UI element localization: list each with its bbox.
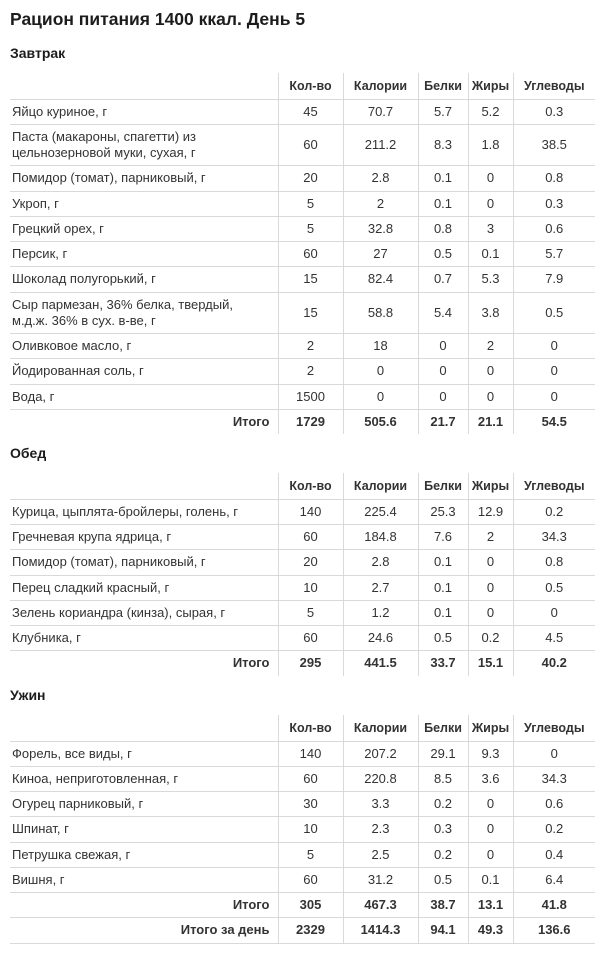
food-row bbox=[10, 99, 595, 124]
page-title: Рацион питания 1400 ккал. День 5 bbox=[10, 9, 306, 29]
nutrient-value-cell: 5 bbox=[278, 216, 343, 241]
total-value-cell: 21.7 bbox=[418, 409, 468, 434]
nutrient-value-cell: 0.5 bbox=[418, 242, 468, 267]
total-value-cell: 1414.3 bbox=[343, 918, 418, 943]
nutrient-value-cell: 2 bbox=[468, 334, 513, 359]
nutrient-value-cell: 45 bbox=[278, 99, 343, 124]
nutrient-value-cell: 5.7 bbox=[418, 99, 468, 124]
column-header: Кол-во bbox=[278, 73, 343, 100]
nutrient-value-cell: 5 bbox=[278, 191, 343, 216]
nutrient-value-cell: 0.1 bbox=[418, 191, 468, 216]
nutrient-value-cell: 0 bbox=[418, 384, 468, 409]
column-header: Жиры bbox=[468, 473, 513, 500]
nutrient-value-cell: 32.8 bbox=[343, 216, 418, 241]
nutrient-value-cell: 2 bbox=[343, 191, 418, 216]
nutrient-value-cell: 0 bbox=[513, 600, 595, 625]
nutrient-value-cell: 29.1 bbox=[418, 741, 468, 766]
nutrient-value-cell: 0 bbox=[468, 191, 513, 216]
nutrient-value-cell: 25.3 bbox=[418, 499, 468, 524]
meal-section bbox=[10, 445, 593, 676]
food-row bbox=[10, 499, 595, 524]
nutrient-value-cell: 8.5 bbox=[418, 766, 468, 791]
food-row bbox=[10, 550, 595, 575]
nutrient-value-cell: 1.2 bbox=[343, 600, 418, 625]
nutrient-value-cell: 0 bbox=[468, 359, 513, 384]
column-header: Углеводы bbox=[513, 715, 595, 742]
food-row bbox=[10, 384, 595, 409]
food-row bbox=[10, 842, 595, 867]
nutrient-value-cell: 15 bbox=[278, 267, 343, 292]
nutrient-value-cell: 2 bbox=[468, 525, 513, 550]
nutrient-value-cell: 0 bbox=[513, 741, 595, 766]
nutrient-value-cell: 60 bbox=[278, 766, 343, 791]
nutrient-value-cell: 0.2 bbox=[513, 817, 595, 842]
food-name-cell: Шпинат, г bbox=[10, 817, 278, 842]
nutrient-value-cell: 7.9 bbox=[513, 267, 595, 292]
nutrient-value-cell: 8.3 bbox=[418, 124, 468, 166]
nutrient-value-cell: 0.2 bbox=[418, 792, 468, 817]
food-row bbox=[10, 334, 595, 359]
meal-total-row bbox=[10, 893, 595, 918]
food-row bbox=[10, 525, 595, 550]
nutrient-value-cell: 5.4 bbox=[418, 292, 468, 334]
column-header: Калории bbox=[343, 73, 418, 100]
nutrient-value-cell: 0 bbox=[468, 600, 513, 625]
food-name-cell: Перец сладкий красный, г bbox=[10, 575, 278, 600]
nutrient-value-cell: 7.6 bbox=[418, 525, 468, 550]
nutrient-value-cell: 12.9 bbox=[468, 499, 513, 524]
total-value-cell: 1729 bbox=[278, 409, 343, 434]
nutrient-value-cell: 0 bbox=[343, 359, 418, 384]
meal-sections bbox=[10, 45, 593, 944]
food-row bbox=[10, 792, 595, 817]
meal-total-row bbox=[10, 409, 595, 434]
table-header-row bbox=[10, 473, 595, 500]
food-name-cell: Киноа, неприготовленная, г bbox=[10, 766, 278, 791]
total-value-cell: 33.7 bbox=[418, 651, 468, 676]
nutrient-value-cell: 60 bbox=[278, 242, 343, 267]
meal-total-row bbox=[10, 651, 595, 676]
nutrient-value-cell: 0 bbox=[468, 792, 513, 817]
nutrient-value-cell: 2.5 bbox=[343, 842, 418, 867]
food-name-cell: Зелень кориандра (кинза), сырая, г bbox=[10, 600, 278, 625]
food-row bbox=[10, 124, 595, 166]
nutrient-value-cell: 0.5 bbox=[418, 867, 468, 892]
food-row bbox=[10, 267, 595, 292]
food-row bbox=[10, 359, 595, 384]
nutrient-value-cell: 60 bbox=[278, 626, 343, 651]
nutrient-value-cell: 82.4 bbox=[343, 267, 418, 292]
food-name-cell: Сыр пармезан, 36% белка, твердый, м.д.ж. 36% в сух. в-ве, г bbox=[10, 292, 278, 334]
total-value-cell: 305 bbox=[278, 893, 343, 918]
nutrient-value-cell: 0.3 bbox=[513, 99, 595, 124]
nutrient-value-cell: 0.2 bbox=[468, 626, 513, 651]
nutrition-table bbox=[10, 73, 595, 435]
table-body bbox=[10, 741, 595, 943]
nutrient-value-cell: 5 bbox=[278, 842, 343, 867]
nutrient-value-cell: 20 bbox=[278, 550, 343, 575]
nutrient-value-cell: 0 bbox=[418, 359, 468, 384]
nutrient-value-cell: 60 bbox=[278, 124, 343, 166]
column-header: Жиры bbox=[468, 73, 513, 100]
nutrient-value-cell: 2.7 bbox=[343, 575, 418, 600]
nutrient-value-cell: 0 bbox=[468, 166, 513, 191]
nutrient-value-cell: 0.1 bbox=[418, 550, 468, 575]
total-value-cell: 13.1 bbox=[468, 893, 513, 918]
food-row bbox=[10, 191, 595, 216]
total-label-cell: Итого bbox=[10, 893, 278, 918]
nutrient-value-cell: 0 bbox=[468, 550, 513, 575]
food-name-cell: Клубника, г bbox=[10, 626, 278, 651]
food-name-cell: Помидор (томат), парниковый, г bbox=[10, 166, 278, 191]
nutrient-value-cell: 0 bbox=[513, 359, 595, 384]
food-name-cell: Вода, г bbox=[10, 384, 278, 409]
nutrient-value-cell: 1.8 bbox=[468, 124, 513, 166]
nutrition-table bbox=[10, 473, 595, 676]
food-name-cell: Огурец парниковый, г bbox=[10, 792, 278, 817]
nutrient-value-cell: 2.8 bbox=[343, 166, 418, 191]
food-row bbox=[10, 600, 595, 625]
food-row bbox=[10, 575, 595, 600]
meal-title: Ужин bbox=[10, 686, 46, 703]
nutrient-value-cell: 10 bbox=[278, 575, 343, 600]
nutrient-value-cell: 30 bbox=[278, 792, 343, 817]
nutrient-value-cell: 0.1 bbox=[418, 575, 468, 600]
column-header: Кол-во bbox=[278, 473, 343, 500]
total-value-cell: 505.6 bbox=[343, 409, 418, 434]
nutrient-value-cell: 3 bbox=[468, 216, 513, 241]
nutrient-value-cell: 0.7 bbox=[418, 267, 468, 292]
nutrient-value-cell: 18 bbox=[343, 334, 418, 359]
nutrient-value-cell: 0 bbox=[468, 842, 513, 867]
table-body bbox=[10, 499, 595, 675]
total-value-cell: 38.7 bbox=[418, 893, 468, 918]
total-value-cell: 2329 bbox=[278, 918, 343, 943]
nutrient-value-cell: 0.1 bbox=[468, 867, 513, 892]
total-value-cell: 49.3 bbox=[468, 918, 513, 943]
nutrient-value-cell: 2.8 bbox=[343, 550, 418, 575]
food-name-cell: Оливковое масло, г bbox=[10, 334, 278, 359]
nutrient-value-cell: 0.3 bbox=[418, 817, 468, 842]
food-row bbox=[10, 626, 595, 651]
total-value-cell: 136.6 bbox=[513, 918, 595, 943]
nutrient-value-cell: 0.1 bbox=[418, 600, 468, 625]
column-header: Белки bbox=[418, 715, 468, 742]
meal-title: Завтрак bbox=[10, 44, 66, 61]
total-value-cell: 295 bbox=[278, 651, 343, 676]
nutrient-value-cell: 220.8 bbox=[343, 766, 418, 791]
nutrient-value-cell: 5.3 bbox=[468, 267, 513, 292]
nutrient-value-cell: 2.3 bbox=[343, 817, 418, 842]
nutrient-value-cell: 140 bbox=[278, 499, 343, 524]
nutrient-value-cell: 5 bbox=[278, 600, 343, 625]
food-row bbox=[10, 766, 595, 791]
nutrient-value-cell: 0.1 bbox=[468, 242, 513, 267]
nutrient-value-cell: 0.3 bbox=[513, 191, 595, 216]
food-row bbox=[10, 242, 595, 267]
nutrient-value-cell: 3.8 bbox=[468, 292, 513, 334]
food-name-cell: Яйцо куриное, г bbox=[10, 99, 278, 124]
nutrition-table bbox=[10, 715, 595, 944]
food-name-cell: Вишня, г bbox=[10, 867, 278, 892]
nutrient-value-cell: 24.6 bbox=[343, 626, 418, 651]
total-value-cell: 94.1 bbox=[418, 918, 468, 943]
column-header: Белки bbox=[418, 73, 468, 100]
nutrient-value-cell: 34.3 bbox=[513, 766, 595, 791]
nutrient-value-cell: 6.4 bbox=[513, 867, 595, 892]
food-name-cell: Курица, цыплята-бройлеры, голень, г bbox=[10, 499, 278, 524]
nutrient-value-cell: 225.4 bbox=[343, 499, 418, 524]
nutrient-value-cell: 0.5 bbox=[418, 626, 468, 651]
nutrient-value-cell: 70.7 bbox=[343, 99, 418, 124]
food-name-cell: Форель, все виды, г bbox=[10, 741, 278, 766]
food-name-cell: Гречневая крупа ядрица, г bbox=[10, 525, 278, 550]
nutrient-value-cell: 0 bbox=[343, 384, 418, 409]
meal-title: Обед bbox=[10, 445, 47, 462]
column-header: Калории bbox=[343, 715, 418, 742]
nutrient-value-cell: 3.6 bbox=[468, 766, 513, 791]
nutrient-value-cell: 0.6 bbox=[513, 216, 595, 241]
nutrient-value-cell: 0.2 bbox=[513, 499, 595, 524]
nutrient-value-cell: 0.6 bbox=[513, 792, 595, 817]
food-row bbox=[10, 216, 595, 241]
food-column-header bbox=[10, 73, 278, 100]
food-column-header bbox=[10, 715, 278, 742]
nutrient-value-cell: 0.2 bbox=[418, 842, 468, 867]
nutrient-value-cell: 0.8 bbox=[513, 166, 595, 191]
nutrient-value-cell: 38.5 bbox=[513, 124, 595, 166]
nutrient-value-cell: 1500 bbox=[278, 384, 343, 409]
nutrient-value-cell: 207.2 bbox=[343, 741, 418, 766]
nutrient-value-cell: 0 bbox=[468, 384, 513, 409]
nutrient-value-cell: 2 bbox=[278, 334, 343, 359]
total-label-cell: Итого bbox=[10, 651, 278, 676]
total-value-cell: 15.1 bbox=[468, 651, 513, 676]
nutrient-value-cell: 0 bbox=[468, 817, 513, 842]
nutrient-value-cell: 2 bbox=[278, 359, 343, 384]
table-header-row bbox=[10, 73, 595, 100]
food-name-cell: Персик, г bbox=[10, 242, 278, 267]
nutrient-value-cell: 60 bbox=[278, 525, 343, 550]
food-row bbox=[10, 817, 595, 842]
nutrient-value-cell: 5.2 bbox=[468, 99, 513, 124]
meal-section bbox=[10, 45, 593, 434]
nutrient-value-cell: 10 bbox=[278, 817, 343, 842]
day-total-row bbox=[10, 918, 595, 943]
food-name-cell: Петрушка свежая, г bbox=[10, 842, 278, 867]
food-name-cell: Паста (макароны, спагетти) из цельнозерновой муки, сухая, г bbox=[10, 124, 278, 166]
column-header: Калории bbox=[343, 473, 418, 500]
nutrient-value-cell: 0.8 bbox=[513, 550, 595, 575]
total-value-cell: 40.2 bbox=[513, 651, 595, 676]
total-value-cell: 41.8 bbox=[513, 893, 595, 918]
nutrient-value-cell: 4.5 bbox=[513, 626, 595, 651]
nutrient-value-cell: 0.4 bbox=[513, 842, 595, 867]
nutrient-value-cell: 27 bbox=[343, 242, 418, 267]
nutrient-value-cell: 0.1 bbox=[418, 166, 468, 191]
food-column-header bbox=[10, 473, 278, 500]
food-name-cell: Грецкий орех, г bbox=[10, 216, 278, 241]
nutrient-value-cell: 60 bbox=[278, 867, 343, 892]
nutrient-value-cell: 9.3 bbox=[468, 741, 513, 766]
total-value-cell: 467.3 bbox=[343, 893, 418, 918]
food-row bbox=[10, 867, 595, 892]
total-label-cell: Итого bbox=[10, 409, 278, 434]
nutrient-value-cell: 0.5 bbox=[513, 292, 595, 334]
meal-section bbox=[10, 687, 593, 944]
food-name-cell: Йодированная соль, г bbox=[10, 359, 278, 384]
food-row bbox=[10, 166, 595, 191]
nutrient-value-cell: 211.2 bbox=[343, 124, 418, 166]
total-value-cell: 54.5 bbox=[513, 409, 595, 434]
nutrient-value-cell: 0 bbox=[513, 384, 595, 409]
nutrient-value-cell: 0 bbox=[418, 334, 468, 359]
food-row bbox=[10, 741, 595, 766]
total-label-cell: Итого за день bbox=[10, 918, 278, 943]
table-header-row bbox=[10, 715, 595, 742]
nutrient-value-cell: 0.5 bbox=[513, 575, 595, 600]
nutrient-value-cell: 5.7 bbox=[513, 242, 595, 267]
nutrient-value-cell: 140 bbox=[278, 741, 343, 766]
column-header: Жиры bbox=[468, 715, 513, 742]
food-name-cell: Шоколад полугорький, г bbox=[10, 267, 278, 292]
column-header: Углеводы bbox=[513, 473, 595, 500]
food-name-cell: Помидор (томат), парниковый, г bbox=[10, 550, 278, 575]
table-body bbox=[10, 99, 595, 434]
nutrient-value-cell: 0 bbox=[513, 334, 595, 359]
column-header: Кол-во bbox=[278, 715, 343, 742]
nutrient-value-cell: 15 bbox=[278, 292, 343, 334]
food-name-cell: Укроп, г bbox=[10, 191, 278, 216]
nutrient-value-cell: 20 bbox=[278, 166, 343, 191]
nutrient-value-cell: 58.8 bbox=[343, 292, 418, 334]
nutrient-value-cell: 34.3 bbox=[513, 525, 595, 550]
column-header: Углеводы bbox=[513, 73, 595, 100]
total-value-cell: 21.1 bbox=[468, 409, 513, 434]
nutrient-value-cell: 31.2 bbox=[343, 867, 418, 892]
nutrient-value-cell: 184.8 bbox=[343, 525, 418, 550]
nutrient-value-cell: 0.8 bbox=[418, 216, 468, 241]
nutrient-value-cell: 3.3 bbox=[343, 792, 418, 817]
food-row bbox=[10, 292, 595, 334]
nutrient-value-cell: 0 bbox=[468, 575, 513, 600]
total-value-cell: 441.5 bbox=[343, 651, 418, 676]
column-header: Белки bbox=[418, 473, 468, 500]
